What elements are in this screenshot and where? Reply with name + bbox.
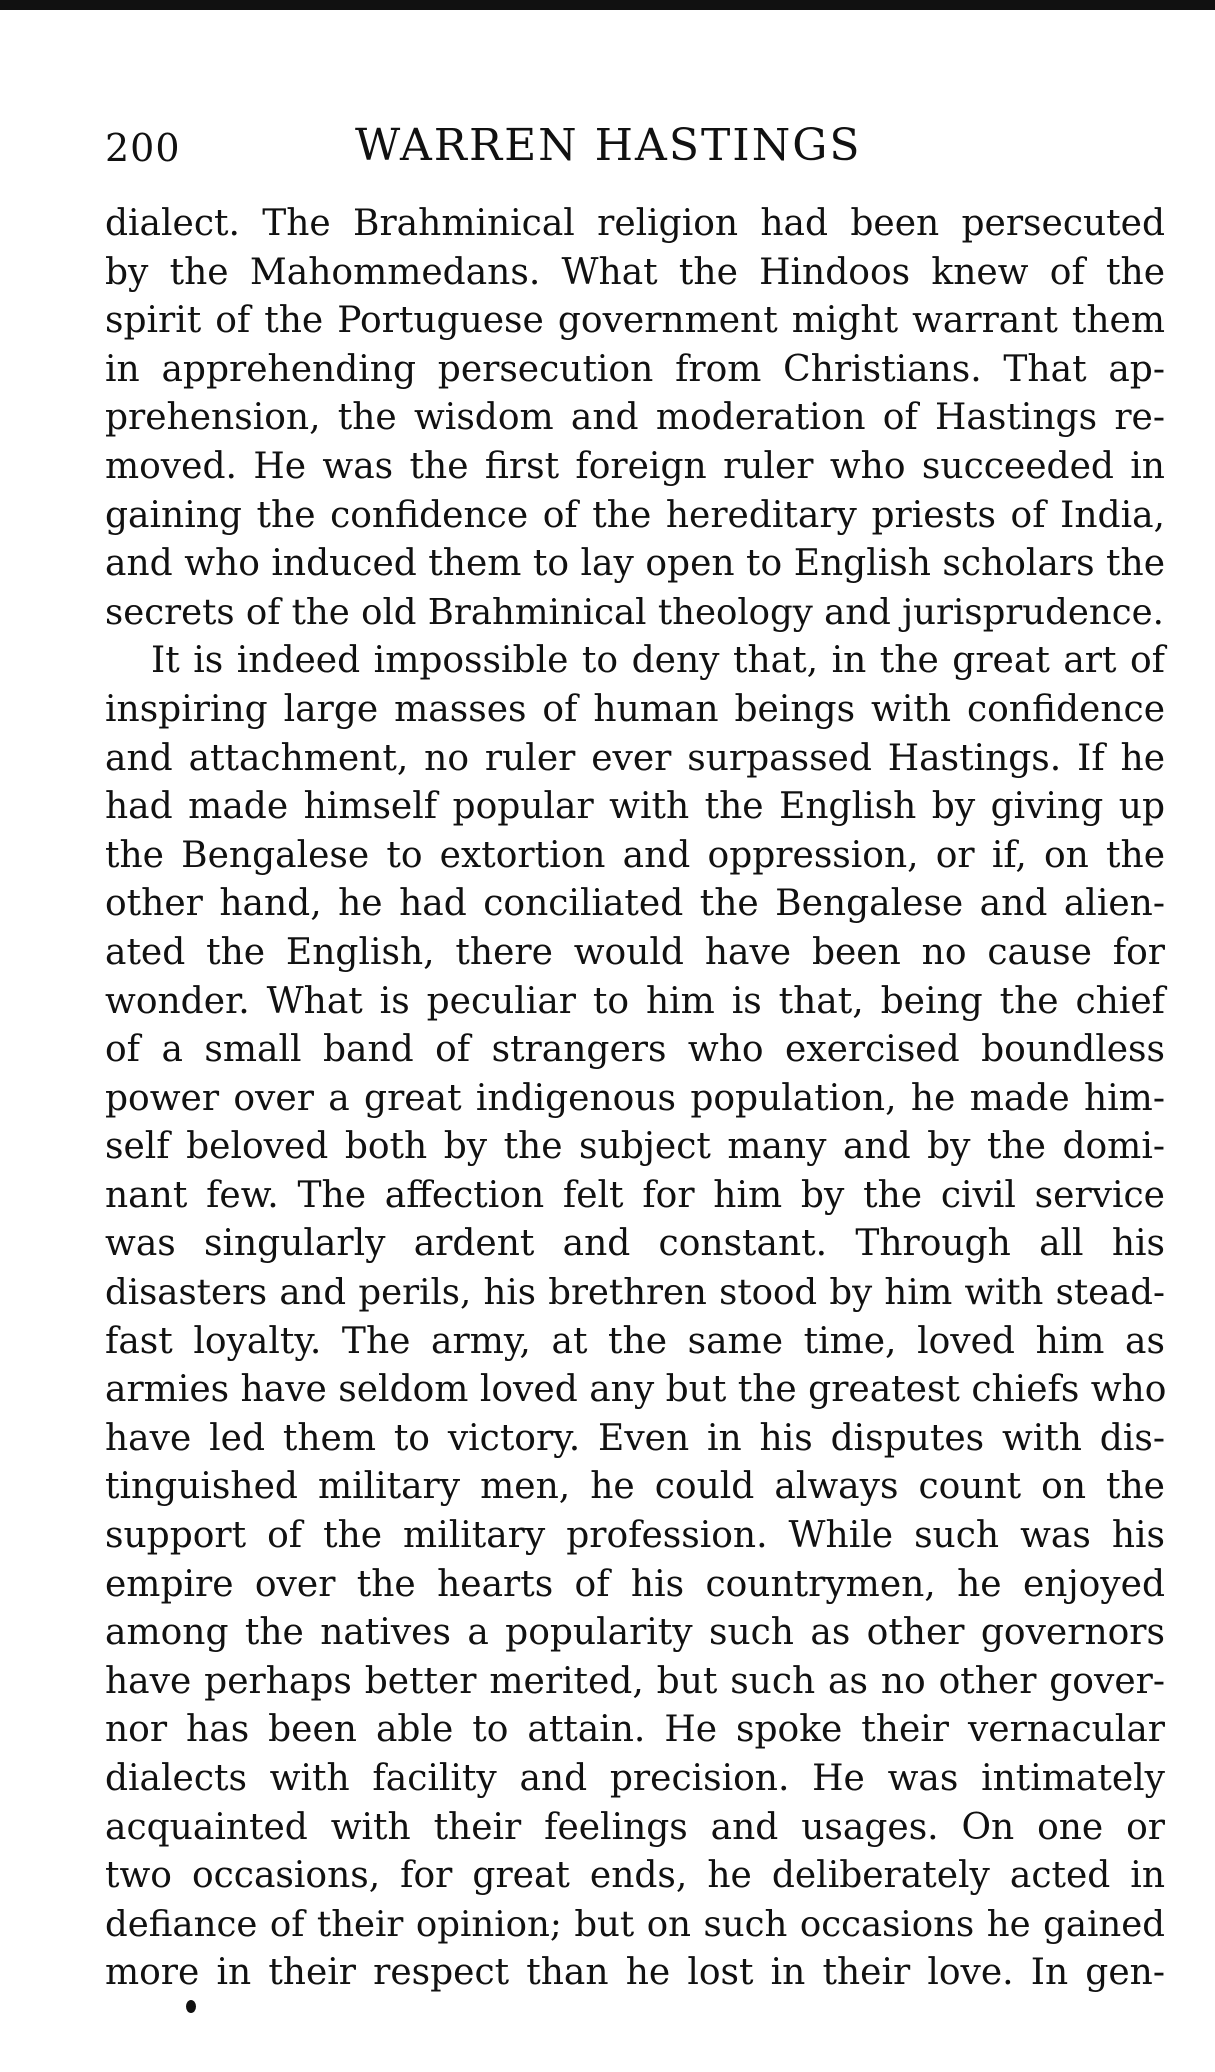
text-line: among the natives a popularity such as other governors xyxy=(105,1612,1165,1654)
text-line: wonder. What is peculiar to him is that, being the chief xyxy=(105,980,1165,1022)
text-line: support of the military profession. While such was his xyxy=(105,1515,1165,1557)
text-line: prehension, the wisdom and moderation of Hastings re- xyxy=(105,397,1165,439)
signature-mark xyxy=(186,2000,196,2013)
text-line: two occasions, for great ends, he deliberately acted in xyxy=(105,1855,1165,1897)
text-line: moved. He was the first foreign ruler who succeeded in xyxy=(105,445,1165,487)
text-line: by the Mahommedans. What the Hindoos knew of the xyxy=(105,251,1165,293)
text-line: and who induced them to lay open to English scholars the xyxy=(105,543,1165,585)
text-line: have led them to victory. Even in his disputes with dis- xyxy=(105,1417,1165,1459)
text-line: of a small band of strangers who exercised boundless xyxy=(105,1029,1165,1071)
text-line: dialect. The Brahminical religion had been persecuted xyxy=(105,203,1165,244)
text-line: had made himself popular with the English by giving up xyxy=(105,786,1165,828)
text-line: empire over the hearts of his countrymen, he enjoyed xyxy=(105,1563,1165,1605)
text-line: acquainted with their feelings and usages. On one or xyxy=(105,1806,1165,1848)
page-number: 200 xyxy=(105,126,181,170)
text-line: and attachment, no ruler ever surpassed Hastings. If he xyxy=(105,737,1165,779)
text-line: have perhaps better merited, but such as no other gover- xyxy=(105,1660,1165,1702)
text-line: more in their respect than he lost in their love. In gen- xyxy=(105,1952,1165,1994)
text-line: fast loyalty. The army, at the same time, loved him as xyxy=(105,1320,1165,1362)
text-line: tinguished military men, he could always count on the xyxy=(105,1466,1165,1508)
text-line: in apprehending persecution from Christians. That ap- xyxy=(105,348,1165,390)
text-line: spirit of the Portuguese government might warrant them xyxy=(105,300,1165,342)
text-line: power over a great indigenous population, he made him- xyxy=(105,1077,1165,1119)
text-line: dialects with facility and precision. He was intimately xyxy=(105,1758,1165,1799)
body-text xyxy=(105,200,1165,1998)
text-line: nor has been able to attain. He spoke their vernacular xyxy=(105,1709,1165,1751)
text-line: inspiring large masses of human beings with confidence xyxy=(105,688,1165,730)
text-line: other hand, he had conciliated the Bengalese and alien- xyxy=(105,883,1165,925)
paragraph-end-line: secrets of the old Brahminical theology and jurisprudence. xyxy=(105,591,1164,633)
text-line: ated the English, there would have been no cause for xyxy=(105,931,1165,973)
text-line: gaining the confidence of the hereditary priests of India, xyxy=(105,494,1165,536)
running-head xyxy=(105,120,1165,190)
top-border-rule xyxy=(0,0,1215,10)
text-line: armies have seldom loved any but the greatest chiefs who xyxy=(105,1369,1167,1411)
paragraph-start-line: It is indeed impossible to deny that, in the great art of xyxy=(151,640,1165,682)
text-line: disasters and perils, his brethren stood by him with stead- xyxy=(105,1272,1165,1314)
text-line: defiance of their opinion; but on such occasions he gained xyxy=(105,1903,1165,1945)
text-line: self beloved both by the subject many and by the domi- xyxy=(105,1126,1165,1168)
running-title: WARREN HASTINGS xyxy=(355,120,862,171)
text-line: nant few. The affection felt for him by the civil service xyxy=(105,1174,1165,1216)
text-line: the Bengalese to extortion and oppression, or if, on the xyxy=(105,834,1165,876)
text-line: was singularly ardent and constant. Through all his xyxy=(105,1223,1165,1265)
